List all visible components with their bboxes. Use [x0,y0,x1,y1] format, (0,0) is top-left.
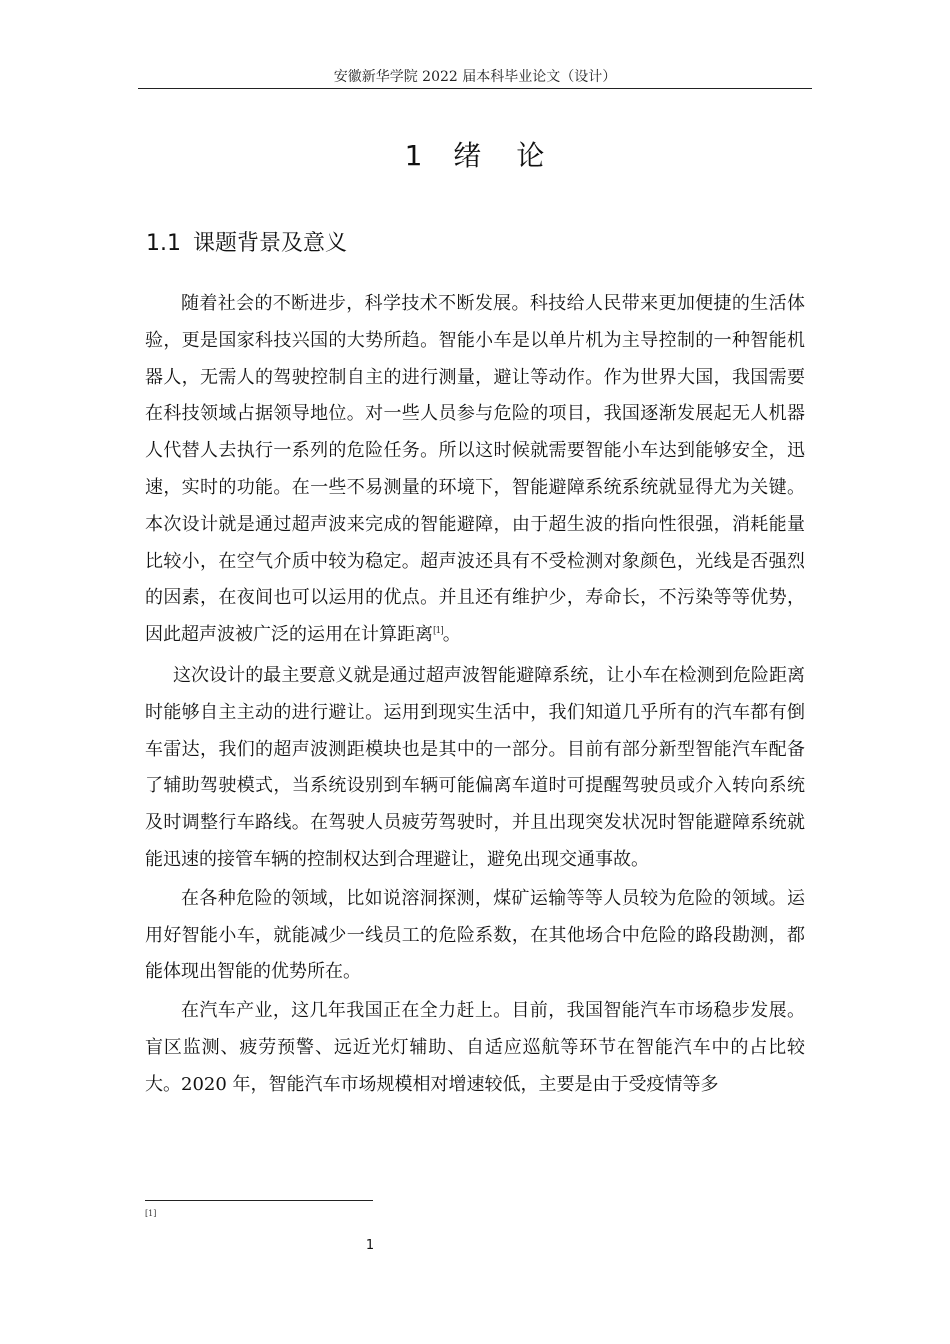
section-title [146,228,347,260]
body-text [145,286,805,1104]
paragraph-2: 这次设计的最主要意义就是通过超声波智能避障系统，让小车在检测到危险距离时能够自主主动的进行避让。运用到现实生活中，我们知道几乎所有的汽车都有倒车雷达，我们的超声波测距模块也是其中的一部分。目前有部分新型智能汽车配备了辅助驾驶模式，当系统设别到车辆可能偏离车道时可提醒驾驶员或介入转向系统及时调整行车路线。在驾驶人员疲劳驾驶时，并且出现突发状况时智能避障系统就能迅速的接管车辆的控制权达到合理避让，避免出现交通事故。 [145,664,805,870]
section-number: 1.1 [146,231,181,256]
citation-marker[interactable]: [1] [433,626,443,637]
chapter-title [0,138,950,174]
chapter-number: 1 [404,139,424,172]
paragraph-4: 在汽车产业，这几年我国正在全力赶上。目前，我国智能汽车市场稳步发展。盲区监测、疲劳预警、远近光灯辅助、自适应巡航等环节在智能汽车中的占比较大。2020 年，智能汽车市场规模相对增速较低，主要是由于受疫情等多 [145,1000,805,1095]
footnote-rule [145,1200,373,1201]
chapter-title-part1: 绪 [453,139,483,172]
header-rule [138,88,812,89]
paragraph-1-text: 随着社会的不断进步，科学技术不断发展。科技给人民带来更加便捷的生活体验，更是国家科技兴国的大势所趋。智能小车是以单片机为主导控制的一种智能机器人，无需人的驾驶控制自主的进行测量，避让等动作。作为世界大国，我国需要在科技领域占据领导地位。对一些人员参与危险的项目，我国逐渐发展起无人机器人代替人去执行一系列的危险任务。所以这时候就需要智能小车达到能够安全，迅速，实时的功能。在一些不易测量的环境下，智能避障系统系统就显得尤为关键。本次设计就是通过超声波来完成的智能避障，由于超生波的指向性很强，消耗能量比较小，在空气介质中较为稳定。超声波还具有不受检测对象颜色，光线是否强烈的因素，在夜间也可以运用的优点。并且还有维护少，寿命长，不污染等等优势，因此超声波被广泛的运用在计算距离 [145,293,805,646]
paragraph-1-end: 。 [442,624,461,646]
paragraph-1 [145,286,805,654]
running-header: 安徽新华学院 2022 届本科毕业论文（设计） [333,69,617,85]
paragraph-3: 在各种危险的领域，比如说溶洞探测，煤矿运输等等人员较为危险的领域。运用好智能小车，就能减少一线员工的危险系数，在其他场合中危险的路段勘测，都能体现出智能的优势所在。 [145,887,805,983]
footnote-marker: [1] [145,1209,157,1218]
page-number: 1 [365,1238,375,1253]
section-title-text: 课题背景及意义 [193,231,348,256]
chapter-title-part2: 论 [516,139,546,172]
